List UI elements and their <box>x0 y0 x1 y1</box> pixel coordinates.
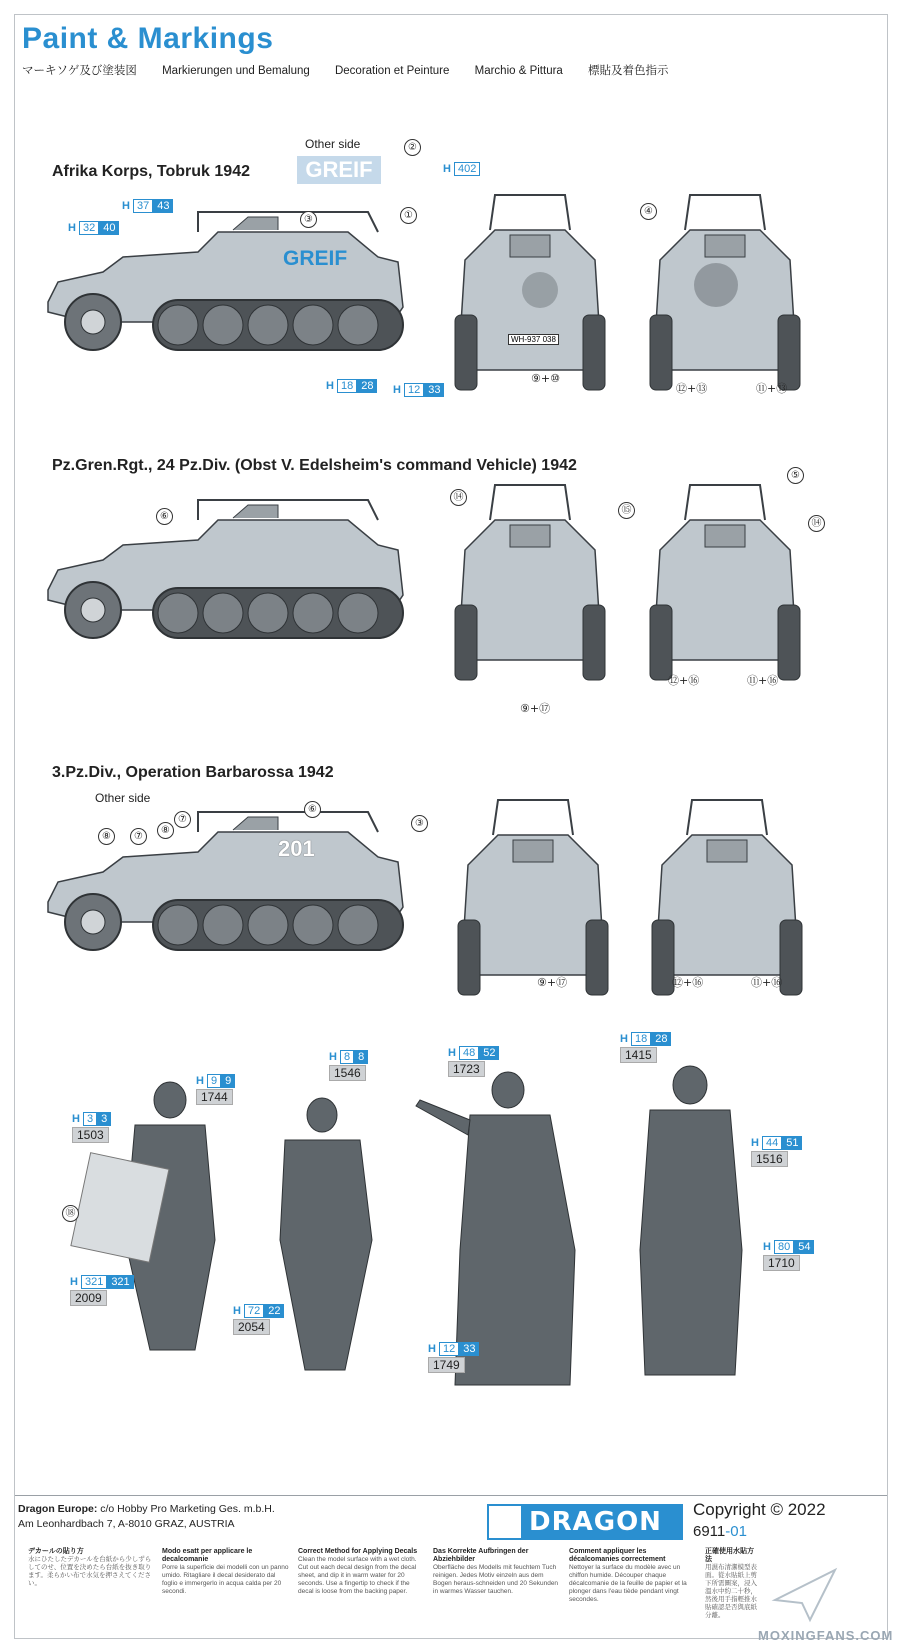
instructions-de: Das Korrekte Aufbringen der Abziehbilder Oberfläche des Modells mit feuchtem Tuch reinigen. Jedes Motiv einzeln aus dem Bogen heraus-schneiden und 20 Sekunden in warmes Wasser tauchen. <box>433 1548 559 1595</box>
color-code-37-43: H 37 43 <box>122 199 173 213</box>
callout-8-left: ⑧ <box>98 828 115 845</box>
callout-3-s3: ③ <box>411 815 428 832</box>
figure-color-1415: H 18 28 1415 <box>620 1032 664 1064</box>
color-code-18-28: H 18 28 <box>326 379 377 393</box>
callout-2: ② <box>404 139 421 156</box>
color-code-402 <box>443 162 480 176</box>
figure-color-2009: H 321 321 2009 <box>70 1275 114 1307</box>
page-title: Paint & Markings <box>22 22 274 55</box>
figure-color-1749: H 12 33 1749 <box>428 1342 472 1374</box>
callout-12-16: ⑫+⑯ <box>668 674 700 687</box>
watermark: MOXINGFANS.COM <box>758 1628 894 1643</box>
callout-15: ⑮ <box>618 502 635 519</box>
section-title-barbarossa: 3.Pz.Div., Operation Barbarossa 1942 <box>52 764 334 781</box>
callout-6-s3: ⑥ <box>304 801 321 818</box>
subtitle-jp: マーキソゲ及び塗装図 <box>22 65 137 77</box>
callout-14-front: ⑭ <box>450 489 467 506</box>
subtitle-it: Marchio & Pittura <box>474 65 563 77</box>
callout-9-17-s3: ⑨+⑰ <box>537 976 568 989</box>
callout-11-16: ⑪+⑯ <box>747 674 779 687</box>
callout-18-map: ⑱ <box>62 1205 79 1222</box>
callout-11-16-s3: ⑪+⑯ <box>751 976 783 989</box>
figure-color-2054: H 72 22 2054 <box>233 1304 277 1336</box>
section-title-afrika-korps: Afrika Korps, Tobruk 1942 <box>52 163 250 180</box>
turret-number: 201 <box>278 836 315 861</box>
callout-8: ⑧ <box>157 822 174 839</box>
other-side-label: Other side <box>305 137 361 151</box>
callout-4: ④ <box>640 203 657 220</box>
color-code-12-33: H 12 33 <box>393 383 444 397</box>
instructions-cn: 正確使用水貼方法 用濕布清潔模型表面。從水貼紙上剪下所需圖案，浸入溫水中約二十秒，然後用手指輕推水貼確認是否與底紙分離。 <box>705 1548 757 1619</box>
other-side-label-2: Other side <box>95 791 151 805</box>
instructions-fr: Comment appliquer les décalcomanies correctement Nettoyer la surface du modèle avec un chiffon humide. Découper chaque décalcomanie de la feuille de papier et la plonger dans l'eau tiède pendant vingt secondes. <box>569 1548 687 1603</box>
callout-5: ⑤ <box>787 467 804 484</box>
callout-12-16-s3: ⑫+⑯ <box>672 976 704 989</box>
code-h: H <box>443 163 451 175</box>
callout-7: ⑦ <box>174 811 191 828</box>
callout-9-17: ⑨+⑰ <box>520 702 551 715</box>
figure-color-1744: H 9 9 1744 <box>196 1074 240 1106</box>
callout-3: ③ <box>300 211 317 228</box>
dragon-emblem-icon <box>487 1504 523 1540</box>
dragon-logo: DRAGON <box>487 1504 683 1540</box>
greif-side-marking: GREIF <box>283 247 348 270</box>
color-code-32-40: H 32 40 <box>68 221 119 235</box>
instructions-en: Correct Method for Applying Decals Clean the model surface with a wet cloth. Cut out each decal design from the decal sheet, and dip it in warm water for 20 seconds. Use a fingertip to check if the decal is loose from the backing paper. <box>298 1548 418 1595</box>
instructions-jp: デカールの貼り方 水にひたしたデカールを台紙から少しずらしてのせ、位置を決めたら台紙を抜き取ります。柔らかい布で水気を押さえてください。 <box>28 1548 152 1587</box>
callout-7-left: ⑦ <box>130 828 147 845</box>
subtitle-de: Markierungen und Bemalung <box>162 65 310 77</box>
figure-color-1503: H 3 3 1503 <box>72 1112 116 1144</box>
copyright: Copyright © 2022 <box>693 1500 826 1519</box>
callout-12-13: ⑫+⑬ <box>676 382 708 395</box>
instructions-it: Modo esatt per applicare le decalcomanie Porre la superficie dei modelli con un panno umido. Ritagliare il decal desiderato dal foglio e immergerlo in acqua calda per 20 secondi. <box>162 1548 289 1595</box>
figure-color-1516: H 44 51 1516 <box>751 1136 795 1168</box>
section-title-pz-gren: Pz.Gren.Rgt., 24 Pz.Div. (Obst V. Edelsheim's command Vehicle) 1942 <box>52 457 577 474</box>
figure-color-1723: H 48 52 1723 <box>448 1046 492 1078</box>
figure-color-1710: H 80 54 1710 <box>763 1240 807 1272</box>
subtitle-cn: 標貼及着色指示 <box>588 65 669 77</box>
code-num: 402 <box>454 162 480 176</box>
license-plate: WH-937 038 <box>508 334 559 345</box>
callout-9-10: ⑨+⑩ <box>531 372 560 385</box>
callout-11-13: ⑪+⑬ <box>756 382 788 395</box>
callout-1: ① <box>400 207 417 224</box>
callout-14-rear: ⑭ <box>808 515 825 532</box>
distributor-address: Dragon Europe: c/o Hobby Pro Marketing Ges. m.b.H. Am Leonhardbach 7, A-8010 GRAZ, AUSTRIA <box>18 1503 275 1530</box>
part-number: 6911-01 <box>693 1523 747 1540</box>
subtitle-fr: Decoration et Peinture <box>334 65 450 77</box>
greif-decal-preview: GREIF <box>297 156 381 184</box>
figure-color-1546: H 8 8 1546 <box>329 1050 373 1082</box>
paper-plane-icon <box>770 1565 840 1625</box>
callout-6: ⑥ <box>156 508 173 525</box>
